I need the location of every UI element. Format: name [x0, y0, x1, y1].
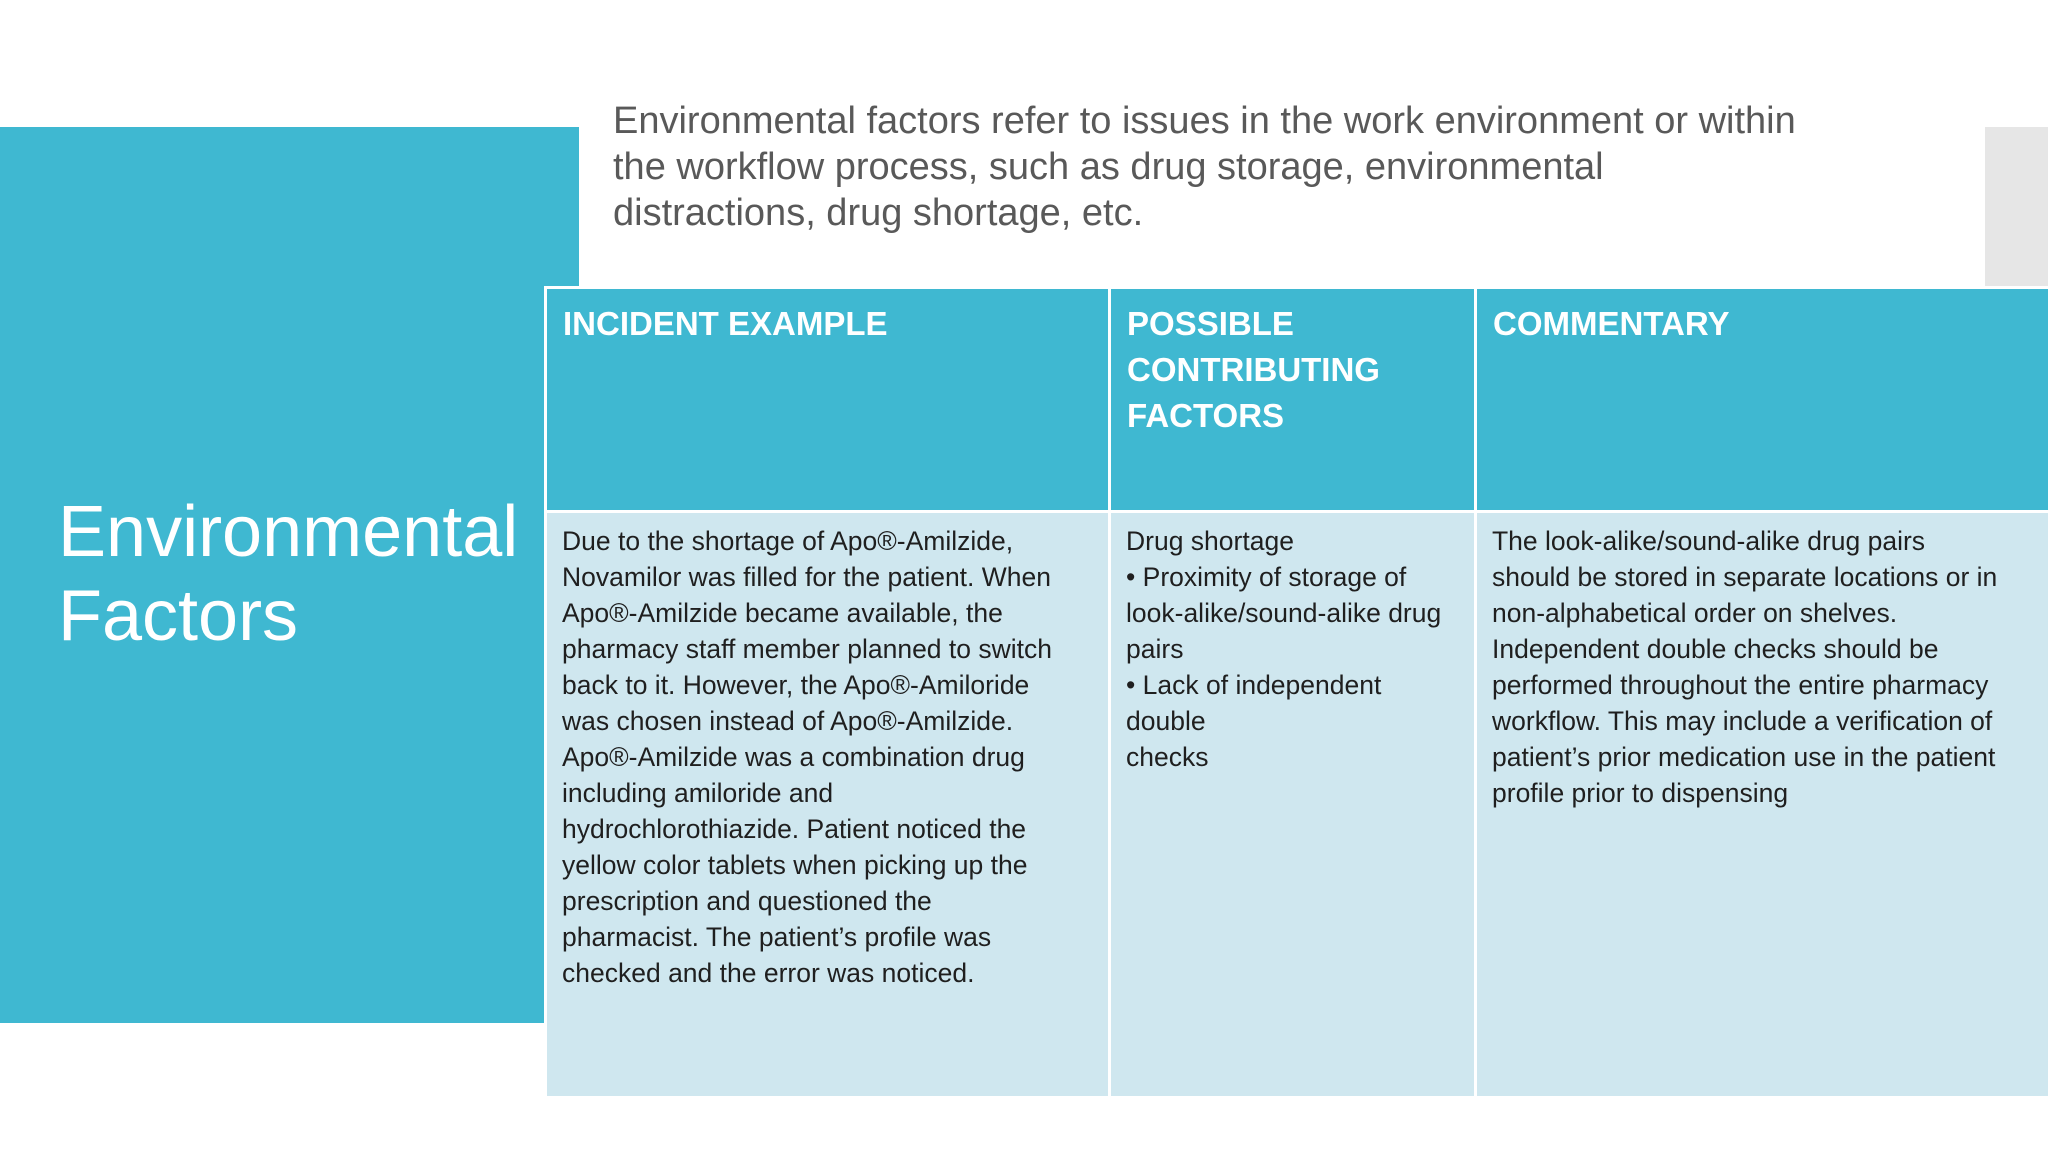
- cell-line: Apo®-Amilzide was a combination drug: [562, 742, 1025, 772]
- table-row: [546, 512, 2048, 1098]
- cell-line: • Lack of independent: [1126, 670, 1382, 700]
- cell-line: Novamilor was filled for the patient. When: [562, 562, 1051, 592]
- intro-line: the workflow process, such as drug storage, environmental: [613, 146, 1604, 188]
- cell-line: workflow. This may include a verification of: [1492, 706, 1993, 736]
- cell-line: checked and the error was noticed.: [562, 958, 975, 988]
- cell-line: Drug shortage: [1126, 526, 1294, 556]
- cell-line: back to it. However, the Apo®-Amiloride: [562, 670, 1030, 700]
- cell-line: Independent double checks should be: [1492, 634, 1939, 664]
- slide-title: [58, 490, 558, 658]
- header-line: INCIDENT EXAMPLE: [563, 305, 888, 342]
- cell-line: look-alike/sound-alike drug: [1126, 598, 1442, 628]
- cell-line: Due to the shortage of Apo®-Amilzide,: [562, 526, 1014, 556]
- header-line: CONTRIBUTING: [1127, 351, 1380, 388]
- cell-incident-example: [546, 512, 1110, 1098]
- cell-commentary: [1476, 512, 2048, 1098]
- cell-contributing-factors: [1110, 512, 1476, 1098]
- header-possible-contributing-factors: [1110, 288, 1476, 512]
- cell-line: hydrochlorothiazide. Patient noticed the: [562, 814, 1027, 844]
- side-decor-strip: [1985, 127, 2048, 287]
- cell-line: including amiloride and: [562, 778, 834, 808]
- cell-line: patient’s prior medication use in the patient: [1492, 742, 1996, 772]
- cell-line: The look-alike/sound-alike drug pairs: [1492, 526, 1926, 556]
- cell-line: pairs: [1126, 634, 1184, 664]
- incident-table: [544, 286, 2048, 1099]
- cell-line: should be stored in separate locations or in: [1492, 562, 1998, 592]
- intro-line: Environmental factors refer to issues in the work environment or within: [613, 100, 1796, 142]
- slide-title-line: Factors: [58, 576, 299, 656]
- cell-line: prescription and questioned the: [562, 886, 932, 916]
- header-commentary: [1476, 288, 2048, 512]
- cell-line: • Proximity of storage of: [1126, 562, 1407, 592]
- intro-line: distractions, drug shortage, etc.: [613, 192, 1144, 234]
- cell-line: was chosen instead of Apo®-Amilzide.: [562, 706, 1014, 736]
- slide-title-line: Environmental: [58, 492, 519, 572]
- header-line: POSSIBLE: [1127, 305, 1294, 342]
- cell-line: pharmacist. The patient’s profile was: [562, 922, 992, 952]
- header-line: COMMENTARY: [1493, 305, 1730, 342]
- cell-line: double: [1126, 706, 1206, 736]
- cell-line: Apo®-Amilzide became available, the: [562, 598, 1003, 628]
- intro-text: [613, 98, 1953, 236]
- header-incident-example: [546, 288, 1110, 512]
- header-line: FACTORS: [1127, 397, 1285, 434]
- cell-line: performed throughout the entire pharmacy: [1492, 670, 1989, 700]
- cell-line: pharmacy staff member planned to switch: [562, 634, 1052, 664]
- table-header-row: [546, 288, 2048, 512]
- cell-line: non-alphabetical order on shelves.: [1492, 598, 1898, 628]
- cell-line: yellow color tablets when picking up the: [562, 850, 1028, 880]
- cell-line: profile prior to dispensing: [1492, 778, 1789, 808]
- cell-line: checks: [1126, 742, 1209, 772]
